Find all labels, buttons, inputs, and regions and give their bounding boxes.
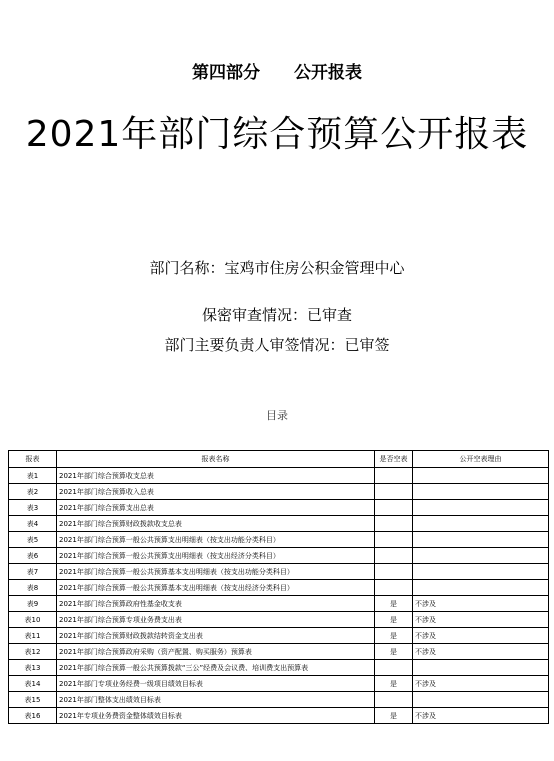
report-name-cell: 2021年部门综合预算一般公共预算拨款“三公”经费及会议费、培训费支出预算表 (57, 660, 375, 676)
table-row (9, 708, 549, 724)
report-id-cell: 表9 (9, 596, 57, 612)
empty-reason-cell (413, 500, 549, 516)
table-row (9, 532, 549, 548)
report-id-cell: 表14 (9, 676, 57, 692)
empty-reason-cell (413, 692, 549, 708)
table-row (9, 628, 549, 644)
table-row (9, 660, 549, 676)
is-empty-cell: 是 (375, 628, 413, 644)
is-empty-cell (375, 660, 413, 676)
report-id-cell: 表12 (9, 644, 57, 660)
is-empty-cell (375, 468, 413, 484)
header-report-id: 报表 (9, 451, 57, 468)
is-empty-cell: 是 (375, 612, 413, 628)
report-id-cell: 表6 (9, 548, 57, 564)
empty-reason-cell: 不涉及 (413, 676, 549, 692)
section-heading (0, 58, 554, 83)
is-empty-cell (375, 692, 413, 708)
report-name-cell: 2021年部门综合预算财政拨款结转资金支出表 (57, 628, 375, 644)
report-id-cell: 表1 (9, 468, 57, 484)
is-empty-cell (375, 548, 413, 564)
report-name-cell: 2021年部门综合预算收支总表 (57, 468, 375, 484)
report-id-cell: 表13 (9, 660, 57, 676)
table-row (9, 644, 549, 660)
report-id-cell: 表7 (9, 564, 57, 580)
empty-reason-cell (413, 516, 549, 532)
table-row (9, 676, 549, 692)
report-id-cell: 表15 (9, 692, 57, 708)
empty-reason-cell: 不涉及 (413, 708, 549, 724)
report-name-cell: 2021年部门综合预算政府采购（资产配置、购买服务）预算表 (57, 644, 375, 660)
is-empty-cell (375, 532, 413, 548)
table-row (9, 580, 549, 596)
report-name-cell: 2021年部门综合预算政府性基金收支表 (57, 596, 375, 612)
is-empty-cell (375, 580, 413, 596)
report-name-cell: 2021年部门综合预算专项业务费支出表 (57, 612, 375, 628)
report-id-cell: 表4 (9, 516, 57, 532)
header-empty-reason: 公开空表理由 (413, 451, 549, 468)
report-name-cell: 2021年部门综合预算财政拨款收支总表 (57, 516, 375, 532)
empty-reason-cell (413, 532, 549, 548)
is-empty-cell (375, 516, 413, 532)
report-name-cell: 2021年部门综合预算支出总表 (57, 500, 375, 516)
empty-reason-cell (413, 580, 549, 596)
table-row (9, 564, 549, 580)
page-title: 2021年部门综合预算公开报表 (25, 114, 529, 155)
empty-reason-cell: 不涉及 (413, 644, 549, 660)
report-index-table (8, 450, 549, 724)
header-report-name: 报表名称 (57, 451, 375, 468)
empty-reason-cell (413, 548, 549, 564)
leader-signature-status: 部门主要负责人审签情况：已审签 (164, 336, 390, 354)
report-id-cell: 表5 (9, 532, 57, 548)
report-id-cell: 表3 (9, 500, 57, 516)
empty-reason-cell (413, 484, 549, 500)
table-row (9, 548, 549, 564)
table-header-row (9, 451, 549, 468)
report-id-cell: 表8 (9, 580, 57, 596)
report-name-cell: 2021年专项业务费资金整体绩效目标表 (57, 708, 375, 724)
report-id-cell: 表11 (9, 628, 57, 644)
report-name-cell: 2021年部门综合预算一般公共预算支出明细表（按支出经济分类科目） (57, 548, 375, 564)
empty-reason-cell (413, 468, 549, 484)
is-empty-cell (375, 564, 413, 580)
section-title: 公开报表 (294, 63, 362, 83)
table-row (9, 468, 549, 484)
empty-reason-cell: 不涉及 (413, 612, 549, 628)
is-empty-cell (375, 484, 413, 500)
report-id-cell: 表16 (9, 708, 57, 724)
empty-reason-cell: 不涉及 (413, 628, 549, 644)
confidentiality-review: 保密审查情况：已审查 (201, 306, 352, 324)
empty-reason-cell: 不涉及 (413, 596, 549, 612)
is-empty-cell: 是 (375, 708, 413, 724)
empty-reason-cell (413, 564, 549, 580)
report-name-cell: 2021年部门综合预算一般公共预算基本支出明细表（按支出功能分类科目） (57, 564, 375, 580)
is-empty-cell: 是 (375, 644, 413, 660)
report-name-cell: 2021年部门综合预算一般公共预算基本支出明细表（按支出经济分类科目） (57, 580, 375, 596)
section-part: 第四部分 (192, 63, 260, 83)
table-row (9, 484, 549, 500)
toc-title: 目录 (266, 409, 288, 422)
table-body (9, 468, 549, 724)
is-empty-cell (375, 500, 413, 516)
report-id-cell: 表10 (9, 612, 57, 628)
is-empty-cell: 是 (375, 676, 413, 692)
table-row (9, 612, 549, 628)
empty-reason-cell (413, 660, 549, 676)
report-name-cell: 2021年部门综合预算一般公共预算支出明细表（按支出功能分类科目） (57, 532, 375, 548)
table-row (9, 692, 549, 708)
report-name-cell: 2021年部门整体支出绩效目标表 (57, 692, 375, 708)
table-row (9, 516, 549, 532)
report-name-cell: 2021年部门专项业务经费一级项目绩效目标表 (57, 676, 375, 692)
header-is-empty: 是否空表 (375, 451, 413, 468)
is-empty-cell: 是 (375, 596, 413, 612)
table-row (9, 500, 549, 516)
report-id-cell: 表2 (9, 484, 57, 500)
department-name: 部门名称：宝鸡市住房公积金管理中心 (149, 259, 405, 277)
report-name-cell: 2021年部门综合预算收入总表 (57, 484, 375, 500)
table-row (9, 596, 549, 612)
